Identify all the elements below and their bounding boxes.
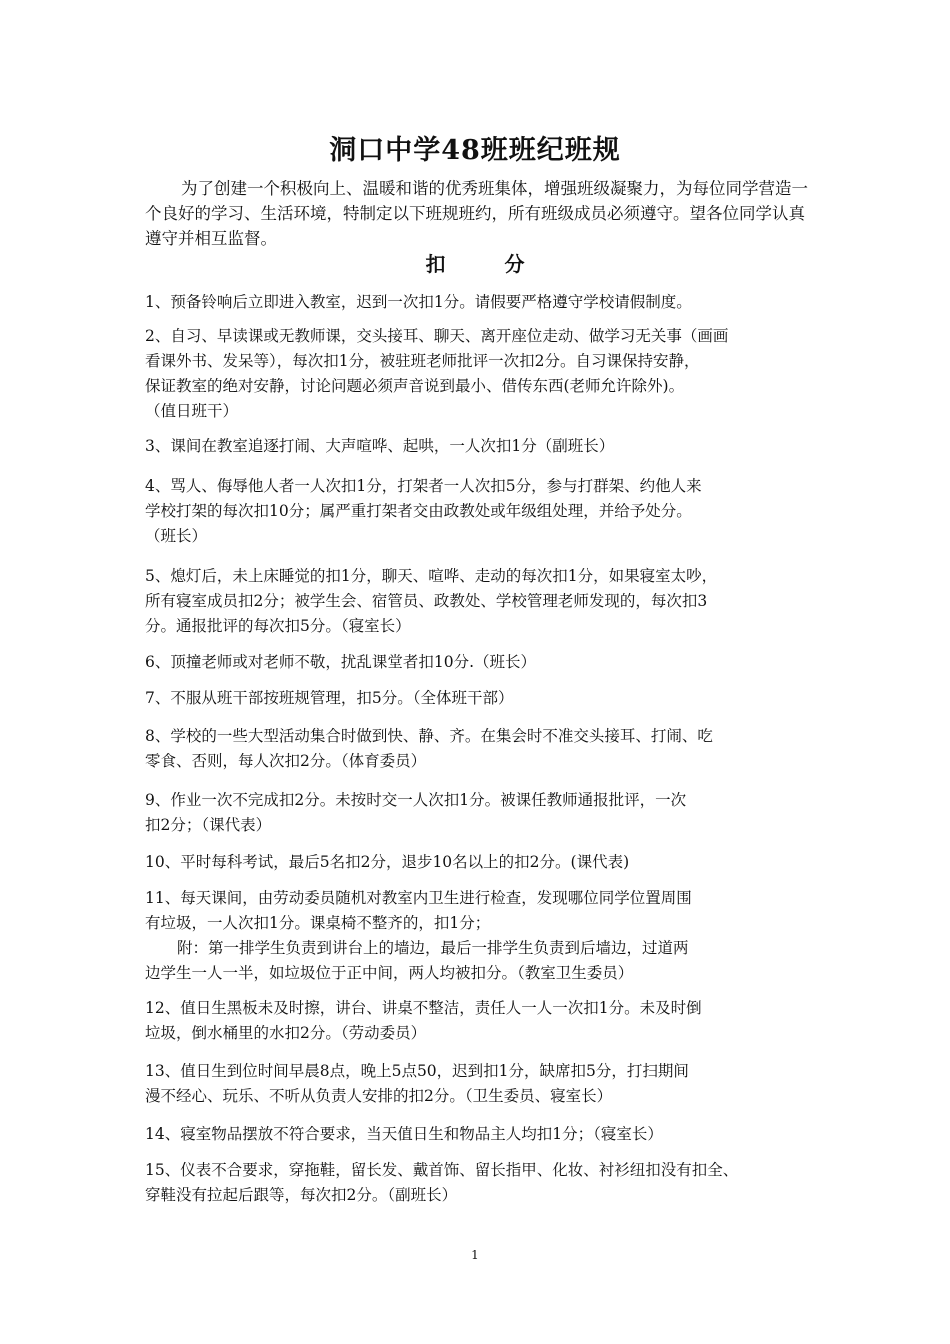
- rule-line: 穿鞋没有拉起后跟等，每次扣2分。（副班长）: [145, 1186, 458, 1204]
- rule-item-6: [145, 650, 825, 675]
- rule-line: 8、学校的一些大型活动集合时做到快、静、齐。在集会时不准交头接耳、打闹、吃: [145, 727, 713, 745]
- rule-item-11: [145, 886, 825, 986]
- rule-item-3: [145, 434, 825, 459]
- section-heading: 扣 分: [425, 252, 551, 276]
- rule-item-8: [145, 724, 825, 774]
- rule-line: 5、熄灯后，未上床睡觉的扣1分，聊天、喧哗、走动的每次扣1分，如果寝室太吵，: [145, 567, 718, 585]
- rule-line: 垃圾，倒水桶里的水扣2分。（劳动委员）: [145, 1024, 427, 1042]
- rule-line: 2、自习、早读课或无教师课，交头接耳、聊天、离开座位走动、做学习无关事（画画: [145, 327, 729, 345]
- rule-line: 3、课间在教室追逐打闹、大声喧哗、起哄，一人次扣1分（副班长）: [145, 437, 615, 455]
- rule-line: 10、平时每科考试，最后5名扣2分，退步10名以上的扣2分。(课代表): [145, 853, 630, 871]
- rule-line: 漫不经心、玩乐、不听从负责人安排的扣2分。（卫生委员、寝室长）: [145, 1087, 613, 1105]
- rule-item-12: [145, 996, 825, 1046]
- rule-line: 15、仪表不合要求，穿拖鞋，留长发、戴首饰、留长指甲、化妆、衬衫纽扣没有扣全、: [145, 1161, 739, 1179]
- rule-line: 看课外书、发呆等），每次扣1分，被驻班老师批评一次扣2分。自习课保持安静，: [145, 352, 700, 370]
- rule-line: 6、顶撞老师或对老师不敬，扰乱课堂者扣10分.（班长）: [145, 653, 537, 671]
- rule-line: 11、每天课间，由劳动委员随机对教室内卫生进行检查，发现哪位同学位置周围: [145, 889, 692, 907]
- rule-line: 4、骂人、侮辱他人者一人次扣1分，打架者一人次扣5分，参与打群架、约他人来: [145, 477, 702, 495]
- rule-note-line: 附：第一排学生负责到讲台上的墙边，最后一排学生负责到后墙边，过道两: [177, 939, 689, 957]
- rule-line: 扣2分；（课代表）: [145, 816, 272, 834]
- rule-line: 保证教室的绝对安静，讨论问题必须声音说到最小、借传东西(老师允许除外)。: [145, 377, 685, 395]
- rule-item-7: [145, 686, 825, 711]
- intro-paragraph: 为了创建一个积极向上、温暖和谐的优秀班集体，增强班级凝聚力，为每位同学营造一个良好的学习、生活环境，特制定以下班规班约，所有班级成员必须遵守。望各位同学认真遵守并相互监督。: [145, 179, 808, 248]
- document-title: 洞口中学48班班纪班规: [329, 135, 621, 166]
- rule-line: 13、值日生到位时间早晨8点，晚上5点50，迟到扣1分，缺席扣5分，打扫期间: [145, 1062, 689, 1080]
- rule-line: 有垃圾，一人次扣1分。课桌椅不整齐的，扣1分；: [145, 914, 491, 932]
- rule-item-4: [145, 474, 825, 549]
- rule-item-15: [145, 1158, 825, 1208]
- rule-line: 9、作业一次不完成扣2分。未按时交一人次扣1分。被课任教师通报批评，一次: [145, 791, 687, 809]
- rule-item-14: [145, 1122, 825, 1147]
- rule-item-2: [145, 324, 825, 424]
- rule-line: 零食、否则，每人次扣2分。（体育委员）: [145, 752, 427, 770]
- rule-line: 分。通报批评的每次扣5分。（寝室长）: [145, 617, 411, 635]
- page-number: 1: [471, 1248, 479, 1262]
- rule-line: 14、寝室物品摆放不符合要求，当天值日生和物品主人均扣1分；（寝室长）: [145, 1125, 663, 1143]
- rule-line: （班长）: [145, 527, 208, 545]
- rule-item-1: [145, 290, 825, 315]
- rule-item-13: [145, 1059, 825, 1109]
- rule-line: 12、值日生黑板未及时擦，讲台、讲桌不整洁，责任人一人一次扣1分。未及时倒: [145, 999, 702, 1017]
- rule-item-5: [145, 564, 825, 639]
- rule-line: 学校打架的每次扣10分；属严重打架者交由政教处或年级组处理，并给予处分。: [145, 502, 692, 520]
- rule-item-10: [145, 850, 825, 875]
- rule-line: 所有寝室成员扣2分；被学生会、宿管员、政教处、学校管理老师发现的，每次扣3: [145, 592, 708, 610]
- rule-line: 1、预备铃响后立即进入教室，迟到一次扣1分。请假要严格遵守学校请假制度。: [145, 293, 692, 311]
- rule-note-line: 边学生一人一半，如垃圾位于正中间，两人均被扣分。（教室卫生委员）: [145, 964, 634, 982]
- rule-item-9: [145, 788, 825, 838]
- rule-line: 7、不服从班干部按班规管理，扣5分。（全体班干部）: [145, 689, 514, 707]
- rule-line: （值日班干）: [145, 402, 239, 420]
